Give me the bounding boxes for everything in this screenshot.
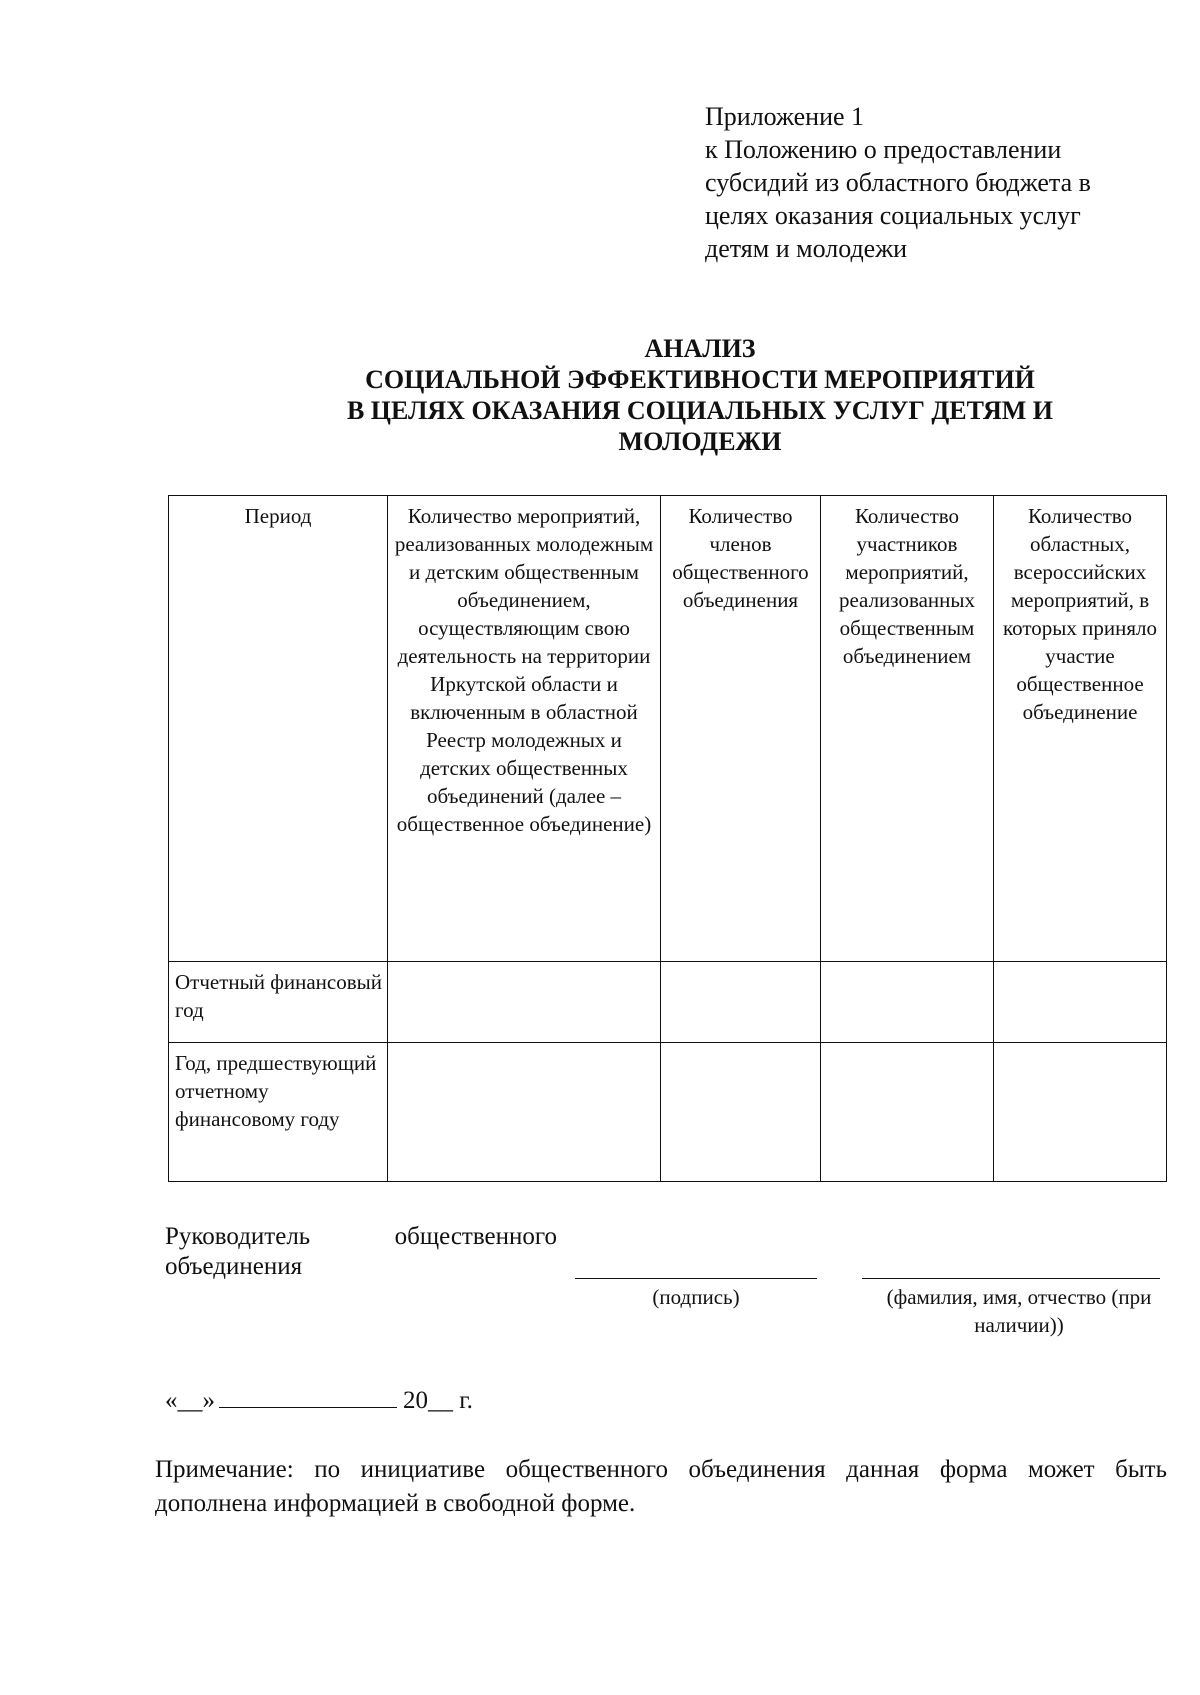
table-row xyxy=(169,962,1167,1043)
table-cell xyxy=(821,962,994,1043)
date-day: «__» xyxy=(165,1387,215,1414)
table-header-row xyxy=(169,496,1167,962)
date-field xyxy=(165,1385,473,1415)
table-cell xyxy=(661,1043,821,1182)
signature-caption: (подпись) xyxy=(652,1285,740,1309)
title-line: МОЛОДЕЖИ xyxy=(618,427,782,456)
appendix-line: целях оказания социальных услуг xyxy=(705,201,1081,230)
signature-line xyxy=(575,1278,817,1279)
signer-word: Руководитель xyxy=(165,1223,311,1250)
table-cell xyxy=(821,1043,994,1182)
title-line: В ЦЕЛЯХ ОКАЗАНИЯ СОЦИАЛЬНЫХ УСЛУГ ДЕТЯМ И xyxy=(346,396,1054,425)
table-cell xyxy=(388,1043,661,1182)
name-line xyxy=(862,1278,1160,1279)
header-regional-events-count: Количество областных, всероссийских мероприятий, в которых приняло участие общественное объединение xyxy=(994,496,1167,962)
appendix-line: детям и молодежи xyxy=(705,234,908,263)
date-year: 20__ г. xyxy=(403,1387,473,1414)
appendix-line: к Положению о предоставлении xyxy=(705,135,1062,164)
header-participants-count: Количество участников мероприятий, реализованных общественным объединением xyxy=(821,496,994,962)
title-line: СОЦИАЛЬНОЙ ЭФФЕКТИВНОСТИ МЕРОПРИЯТИЙ xyxy=(365,365,1035,394)
table-row xyxy=(169,1043,1167,1182)
header-members-count: Количество членов общественного объединения xyxy=(661,496,821,962)
title-line: АНАЛИЗ xyxy=(644,334,756,363)
header-events-count: Количество мероприятий, реализованных молодежным и детским общественным объединением, осуществляющим свою деятельность на территории Иркутской области и включенным в областной Реестр молодежных и детских общественных объединений (далее – общественное объединение) xyxy=(388,496,661,962)
table-cell xyxy=(994,1043,1167,1182)
signer-word: объединения xyxy=(165,1253,303,1280)
footnote: Примечание: по инициативе общественного объединения данная форма может быть дополнена информацией в свободной форме. xyxy=(155,1456,1167,1517)
date-month-line xyxy=(219,1385,397,1408)
signer-word: общественного xyxy=(394,1223,557,1250)
appendix-reference xyxy=(705,100,1145,265)
appendix-line: субсидий из областного бюджета в xyxy=(705,168,1091,197)
header-period: Период xyxy=(169,496,388,962)
table-cell xyxy=(994,962,1167,1043)
document-title xyxy=(160,333,1200,457)
appendix-line: Приложение 1 xyxy=(705,102,865,131)
row-label: Год, предшествующий отчетному финансовому году xyxy=(169,1043,388,1182)
table-cell xyxy=(661,962,821,1043)
analysis-table xyxy=(168,495,1167,1182)
row-label: Отчетный финансовый год xyxy=(169,962,388,1043)
name-caption: (фамилия, имя, отчество (при наличии)) xyxy=(886,1285,1152,1337)
table-cell xyxy=(388,962,661,1043)
signer-title xyxy=(165,1222,585,1282)
